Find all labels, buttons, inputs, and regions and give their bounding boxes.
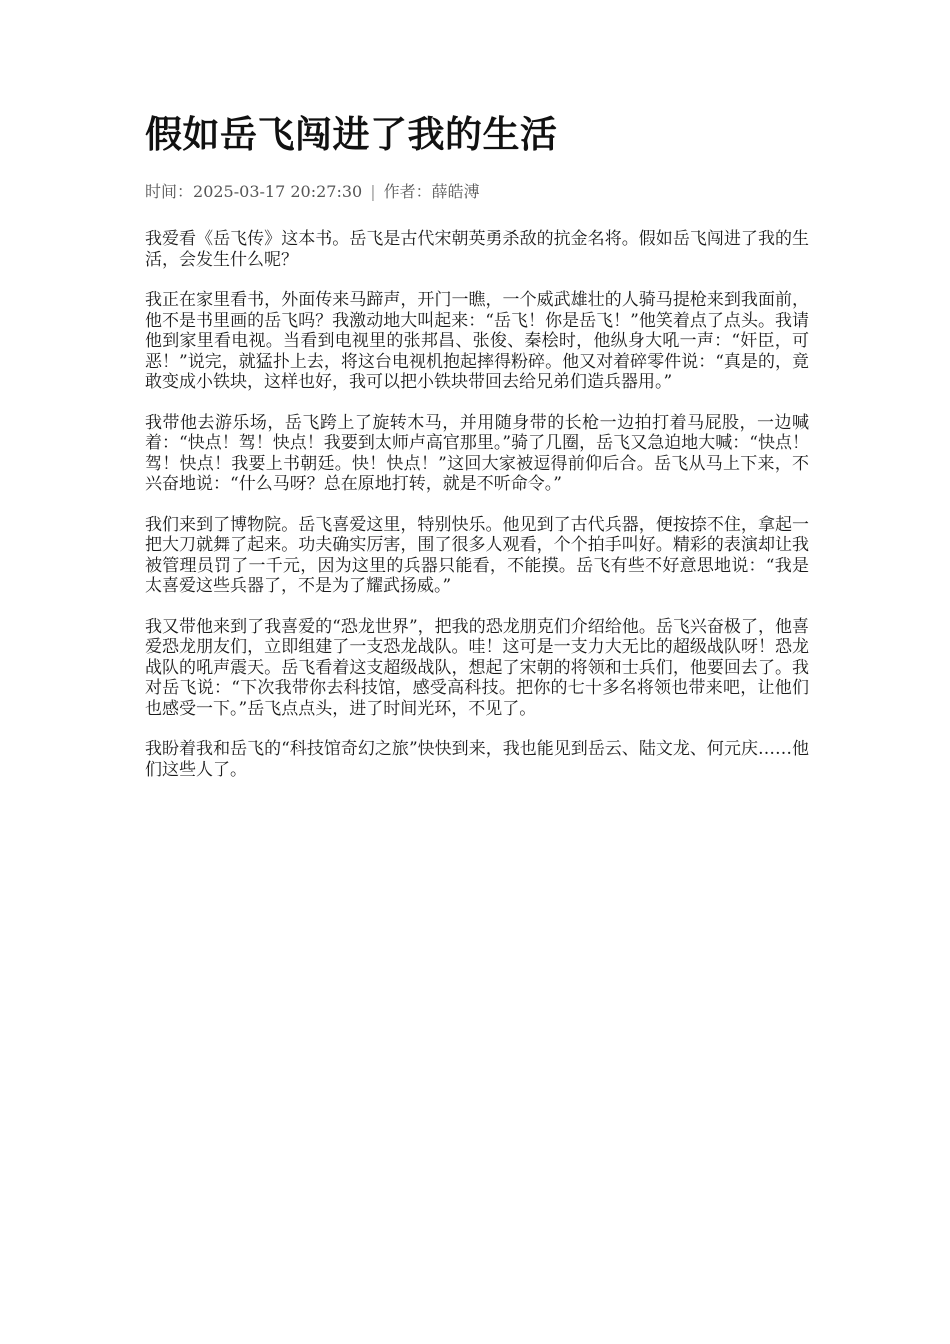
paragraph: 我爱看《岳飞传》这本书。岳飞是古代宋朝英勇杀敌的抗金名将。假如岳飞闯进了我的生活，会发生什么呢？	[145, 229, 809, 270]
time-value: 2025-03-17 20:27:30	[193, 182, 363, 202]
author-label: 作者：	[383, 182, 432, 202]
time-label: 时间：	[145, 182, 194, 202]
paragraph: 我带他去游乐场，岳飞跨上了旋转木马，并用随身带的长枪一边拍打着马屁股，一边喊着：“快点！驾！快点！我要到太师卢高官那里。”骑了几圈，岳飞又急迫地大喊：“快点！驾！快点！我要上书朝廷。快！快点！”这回大家被逗得前仰后合。岳飞从马上下来，不兴奋地说：“什么马呀？总在原地打转，就是不听命令。”	[145, 412, 809, 495]
article-title: 假如岳飞闯进了我的生活	[145, 112, 558, 156]
meta-separator: |	[370, 182, 376, 202]
paragraph: 我盼着我和岳飞的“科技馆奇幻之旅”快快到来，我也能见到岳云、陆文龙、何元庆……他们这些人了。	[145, 739, 809, 780]
paragraph: 我又带他来到了我喜爱的“恐龙世界”，把我的恐龙朋克们介绍给他。岳飞兴奋极了，他喜爱恐龙朋友们，立即组建了一支恐龙战队。哇！这可是一支力大无比的超级战队呀！恐龙战队的吼声震天。岳飞看着这支超级战队，想起了宋朝的将领和士兵们，他要回去了。我对岳飞说：“下次我带你去科技馆，感受高科技。把你的七十多名将领也带来吧，让他们也感受一下。”岳飞点点头，进了时间光环，不见了。	[145, 616, 809, 719]
article-body	[145, 229, 809, 780]
author-value: 薛皓溥	[431, 182, 480, 202]
paragraph: 我正在家里看书，外面传来马蹄声，开门一瞧，一个威武雄壮的人骑马提枪来到我面前，他不是书里画的岳飞吗？我激动地大叫起来：“岳飞！你是岳飞！”他笑着点了点头。我请他到家里看电视。当看到电视里的张邦昌、张俊、秦桧时，他纵身大吼一声：“奸臣，可恶！”说完，就猛扑上去，将这台电视机抱起摔得粉碎。他又对着碎零件说：“真是的，竟敢变成小铁块，这样也好，我可以把小铁块带回去给兄弟们造兵器用。”	[145, 290, 809, 393]
paragraph: 我们来到了博物院。岳飞喜爱这里，特别快乐。他见到了古代兵器，便按捺不住，拿起一把大刀就舞了起来。功夫确实厉害，围了很多人观看，个个拍手叫好。精彩的表演却让我被管理员罚了一千元，因为这里的兵器只能看，不能摸。岳飞有些不好意思地说：“我是太喜爱这些兵器了，不是为了耀武扬威。”	[145, 514, 809, 597]
article	[145, 112, 809, 800]
article-meta	[145, 182, 809, 202]
